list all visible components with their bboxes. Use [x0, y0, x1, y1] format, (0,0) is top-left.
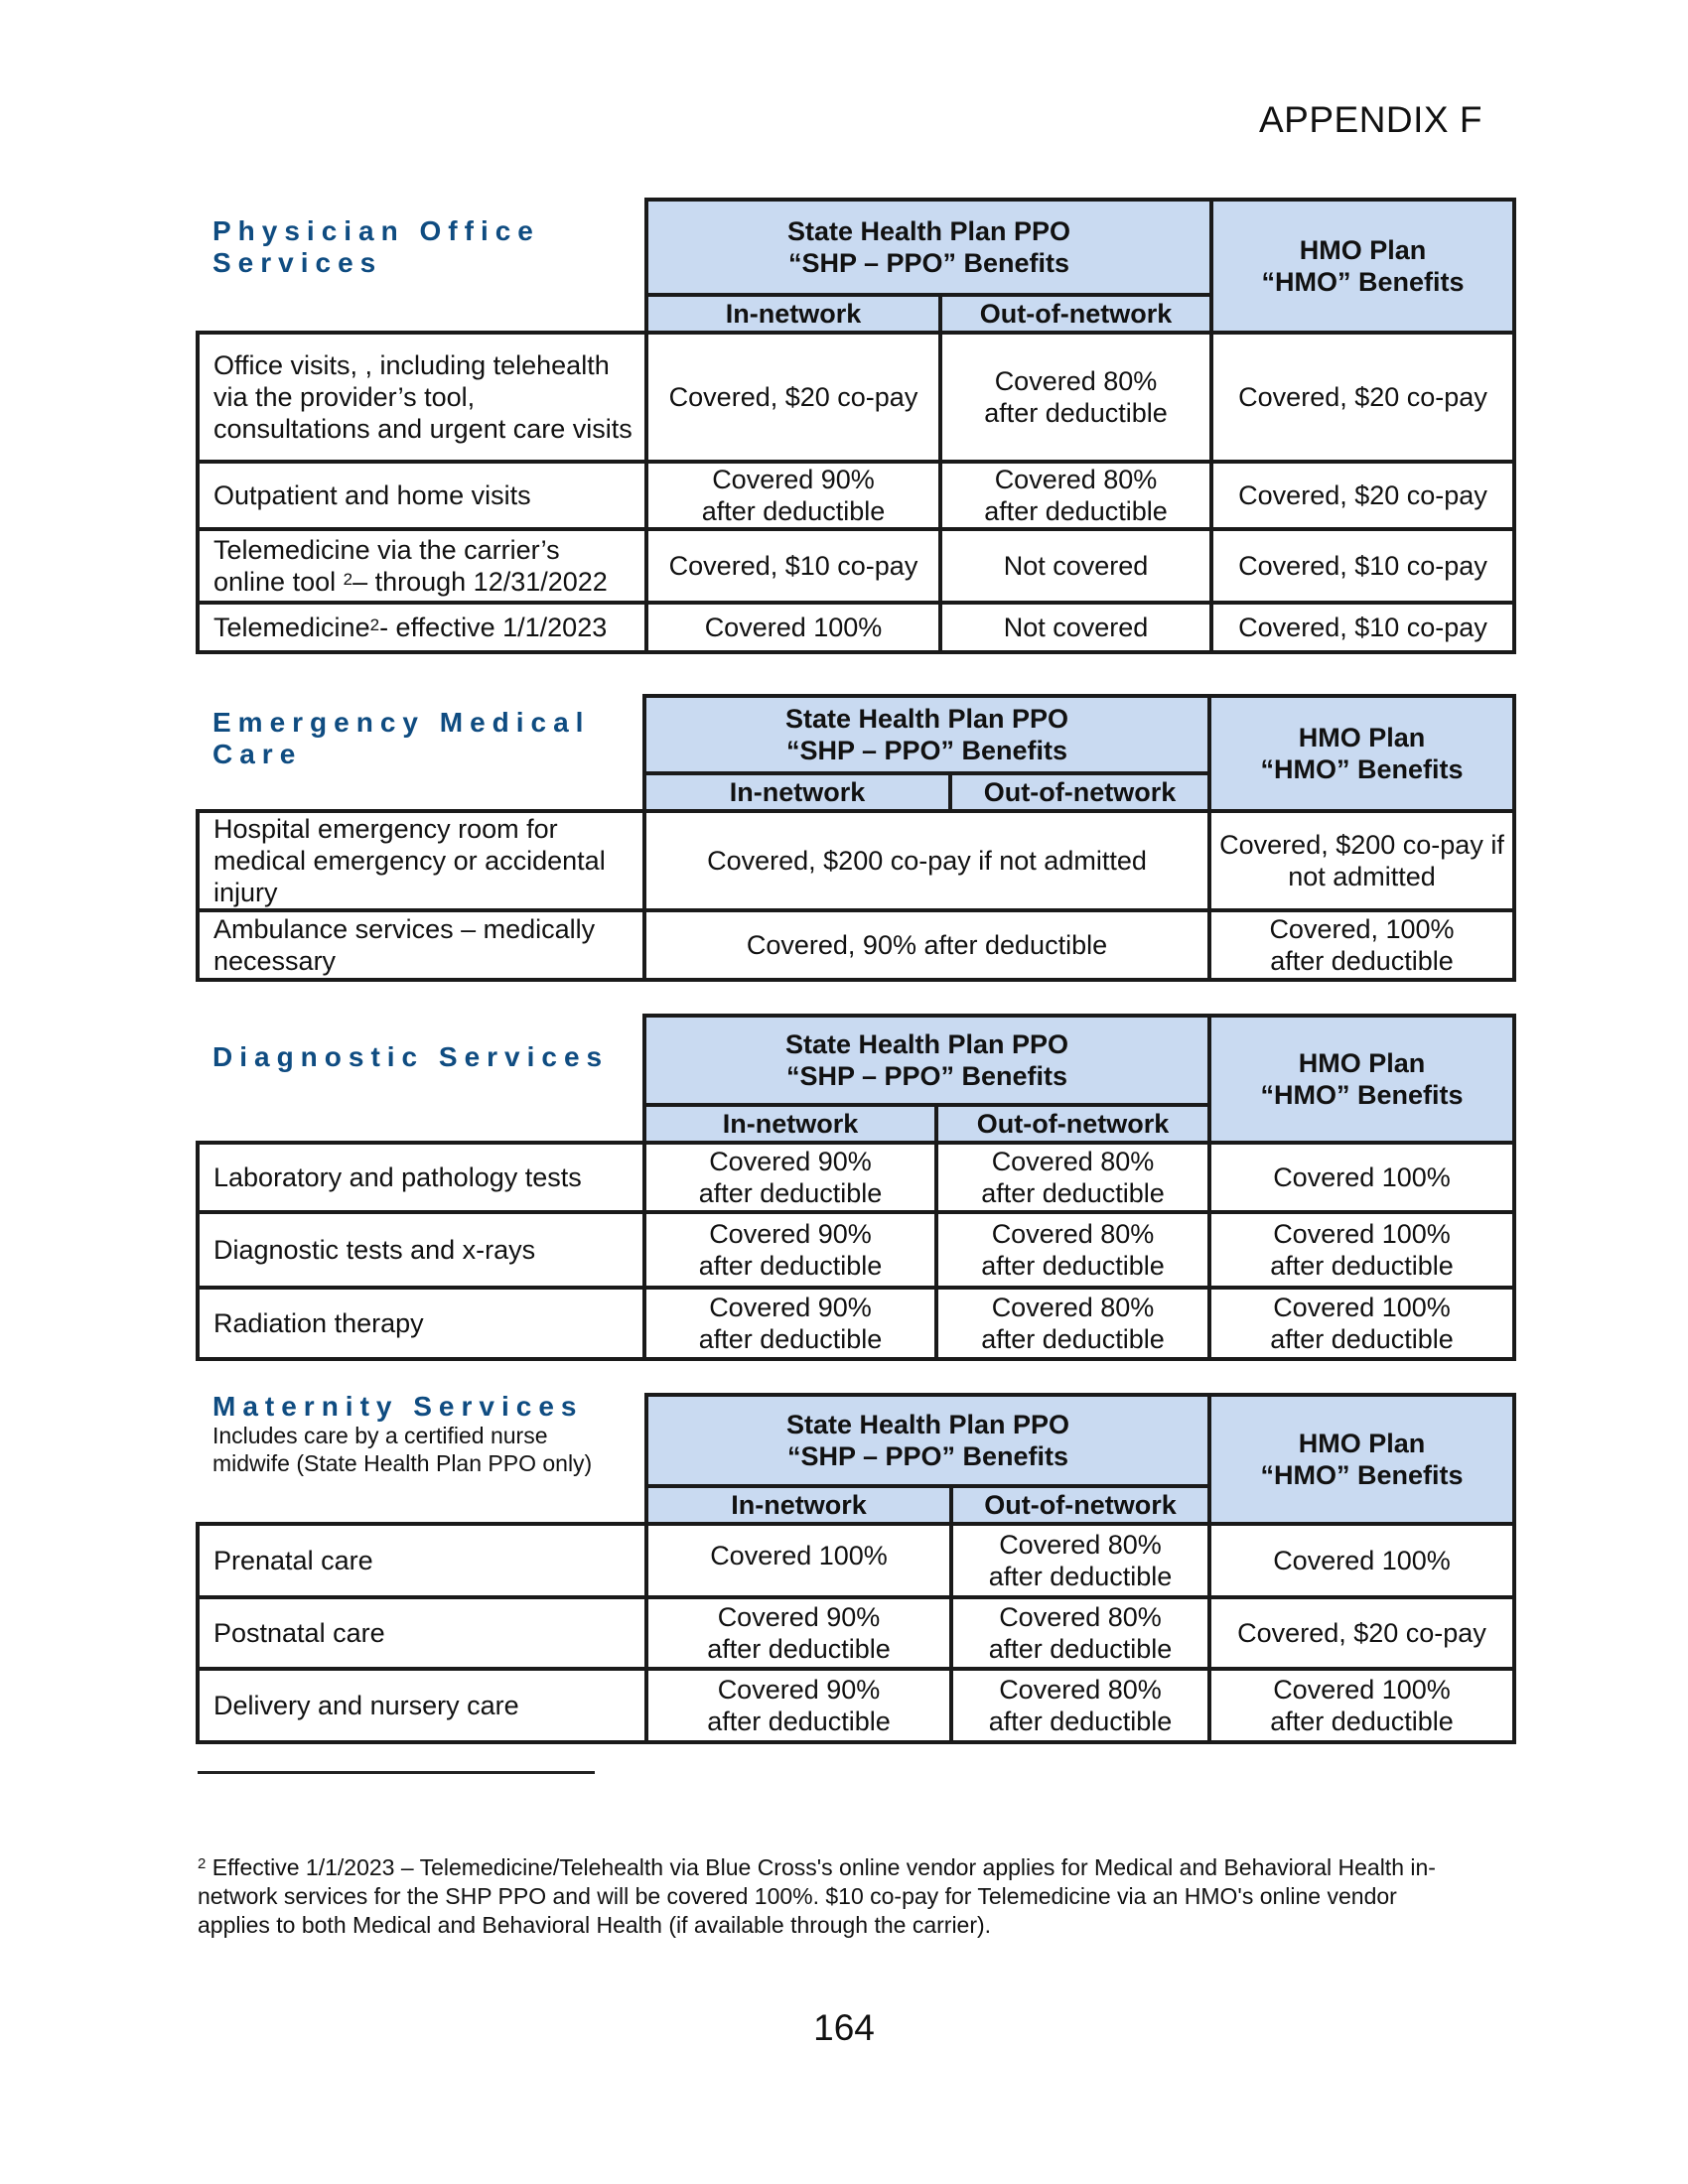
in-network-header: In-network — [644, 1105, 936, 1143]
table-row: Ambulance services – medically necessary Covered, 90% after deductible Covered, 100% after deductible — [198, 910, 1514, 980]
table-row: Office visits, , including telehealth via the provider’s tool, consultations and urgent care visits Covered, $20 co-pay Covered 80% after deductible Covered, $20 co-pay — [198, 333, 1514, 462]
section-title-emergency: Emergency Medical Care — [212, 707, 591, 769]
ppo-header: State Health Plan PPO “SHP – PPO” Benefits — [644, 1016, 1209, 1105]
page-number: 164 — [813, 2007, 875, 2048]
out-network-header: Out-of-network — [936, 1105, 1209, 1143]
appendix-label: APPENDIX F — [1259, 99, 1482, 140]
footnote-divider — [198, 1771, 595, 1774]
table-row: Telemedicine via the carrier’s online tool $^2$– through 12/31/2022 Covered, $10 co-pay Not covered Covered, $10 co-pay — [198, 529, 1514, 603]
section-title-diagnostic: Diagnostic Services — [212, 1041, 610, 1072]
in-network-header: In-network — [646, 1486, 951, 1524]
table-row: Diagnostic tests and x-rays Covered 90% after deductible Covered 80% after deductible Covered 100% after deductible — [198, 1212, 1514, 1288]
maternity-note: Includes care by a certified nurse midwife (State Health Plan PPO only) — [212, 1423, 593, 1476]
section-title-maternity: Maternity Services — [212, 1391, 584, 1422]
in-network-header: In-network — [644, 773, 950, 811]
out-network-header: Out-of-network — [940, 295, 1211, 333]
ppo-header: State Health Plan PPO “SHP – PPO” Benefits — [644, 696, 1209, 773]
out-network-header: Out-of-network — [950, 773, 1209, 811]
out-network-header: Out-of-network — [951, 1486, 1209, 1524]
emergency-table — [196, 694, 1516, 982]
hmo-header: HMO Plan “HMO” Benefits — [1209, 1016, 1514, 1143]
diagnostic-table — [196, 1014, 1516, 1361]
ppo-header: State Health Plan PPO “SHP – PPO” Benefits — [646, 200, 1211, 295]
hmo-header: HMO Plan “HMO” Benefits — [1209, 1395, 1514, 1524]
footnote: $^2$ Effective 1/1/2023 – Telemedicine/Telehealth via Blue Cross's online vendor applies for Medical and Behavioral Health in-network services for the SHP PPO and will be covered 100%. $10 co-pay for Telemedicine via an HMO's online vendor applies to both Medical and Behavioral Health (if available through the carrier). — [198, 1854, 1436, 1938]
hmo-header: HMO Plan “HMO” Benefits — [1209, 696, 1514, 811]
table-row: Postnatal care Covered 90% after deductible Covered 80% after deductible Covered, $20 co-pay — [198, 1597, 1514, 1669]
table-row: Telemedicine$^2$- effective 1/1/2023 Covered 100% Not covered Covered, $10 co-pay — [198, 603, 1514, 652]
table-row: Laboratory and pathology tests Covered 90% after deductible Covered 80% after deductible Covered 100% — [198, 1143, 1514, 1212]
section-title-physician: Physician Office Services — [212, 215, 540, 278]
table-row: Radiation therapy Covered 90% after deductible Covered 80% after deductible Covered 100% after deductible — [198, 1288, 1514, 1359]
table-row: Prenatal care Covered 100% Covered 80% after deductible Covered 100% — [198, 1524, 1514, 1597]
maternity-table — [196, 1393, 1516, 1744]
hmo-header: HMO Plan “HMO” Benefits — [1211, 200, 1514, 333]
table-row: Hospital emergency room for medical emergency or accidental injury Covered, $200 co-pay if not admitted Covered, $200 co-pay if not admitted — [198, 811, 1514, 910]
in-network-header: In-network — [646, 295, 940, 333]
table-row: Delivery and nursery care Covered 90% after deductible Covered 80% after deductible Covered 100% after deductible — [198, 1669, 1514, 1742]
physician-table — [196, 198, 1516, 654]
table-row: Outpatient and home visits Covered 90% after deductible Covered 80% after deductible Covered, $20 co-pay — [198, 462, 1514, 529]
ppo-header: State Health Plan PPO “SHP – PPO” Benefits — [646, 1395, 1209, 1486]
